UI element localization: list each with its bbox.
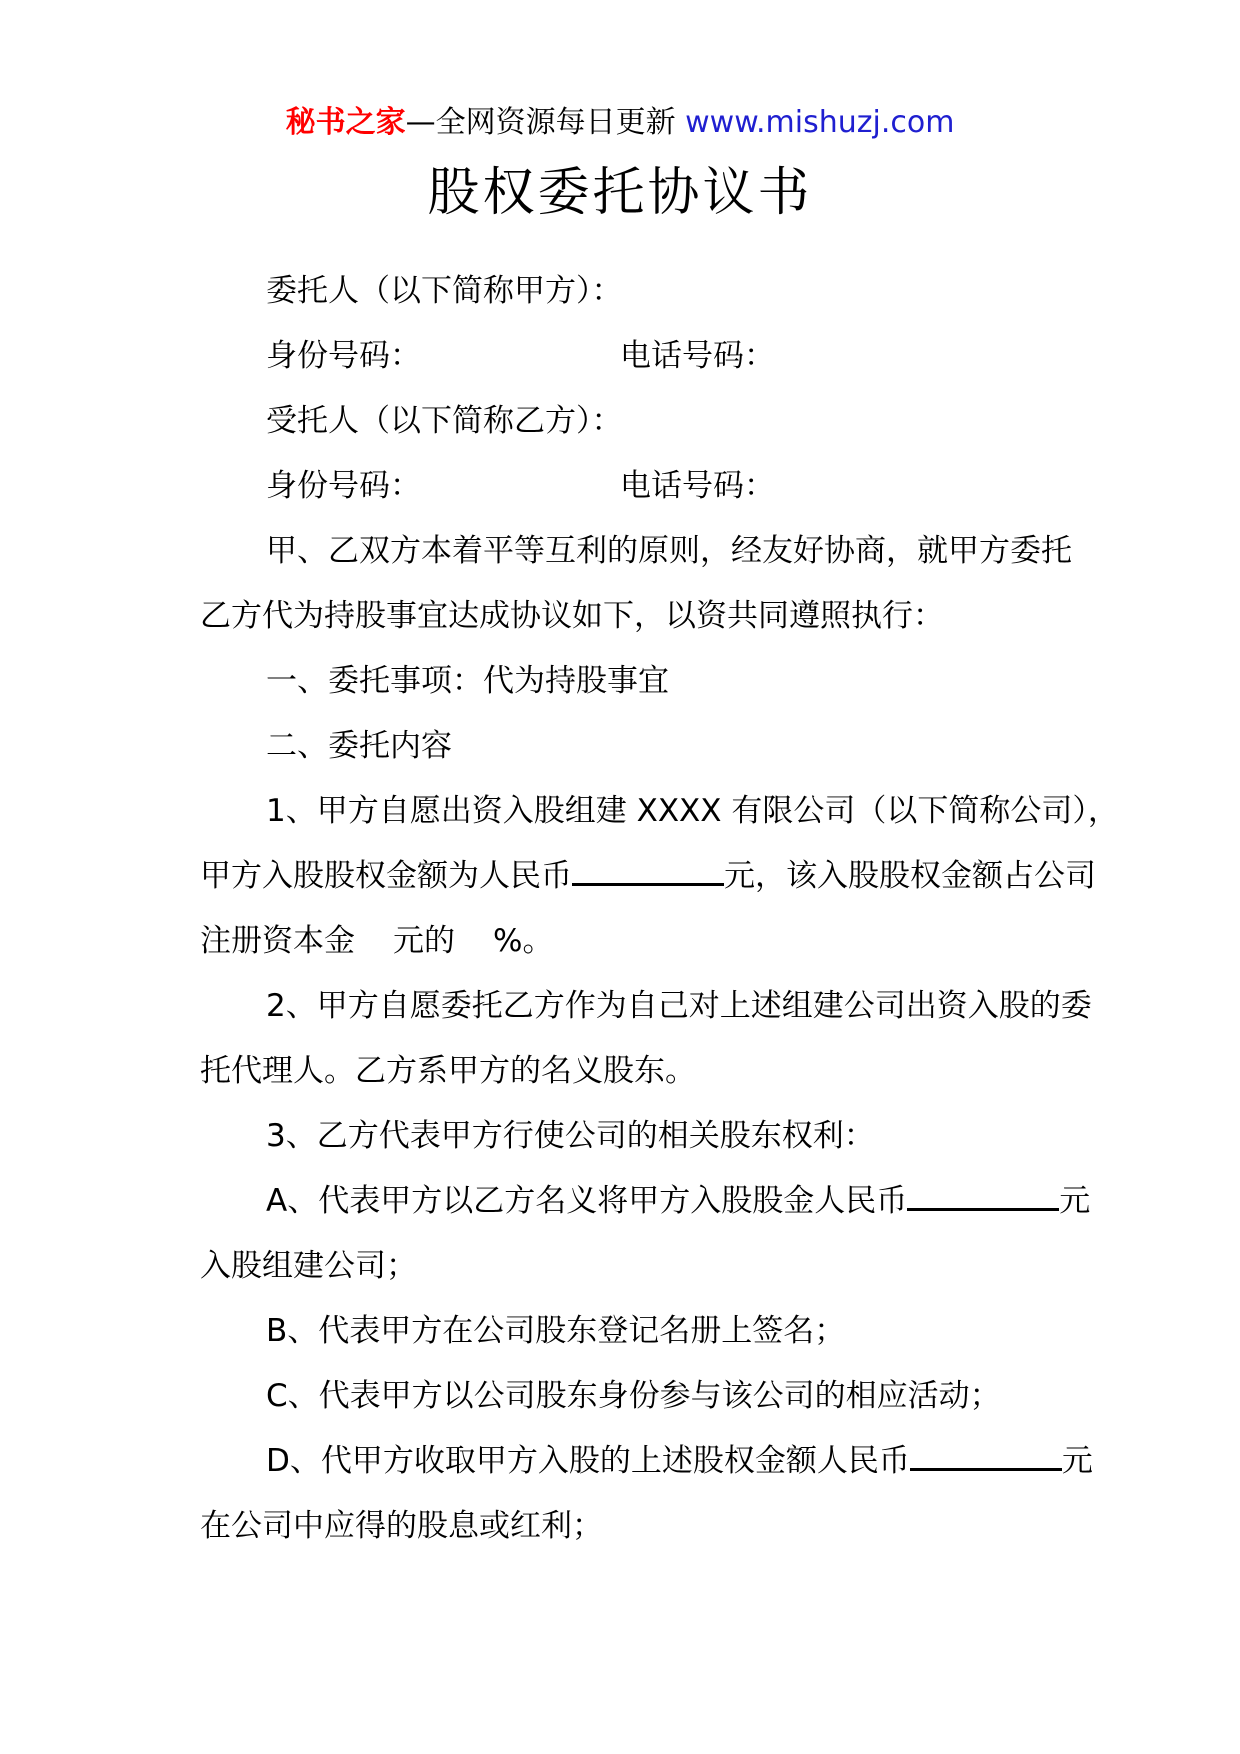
document-title: 股权委托协议书 bbox=[427, 163, 813, 223]
clause-1-amount-label: 甲方入股股权金额为人民币 bbox=[200, 858, 572, 894]
agent-contact-line bbox=[200, 454, 1185, 519]
clause-3a-line-2: 入股组建公司； bbox=[200, 1248, 417, 1284]
header-slogan: —全网资源每日更新 bbox=[405, 105, 676, 140]
capital-unit-text: 元的 bbox=[393, 923, 455, 959]
clause-3a-text: A、代表甲方以乙方名义将甲方入股股金人民币 bbox=[266, 1183, 908, 1219]
clause-3c: C、代表甲方以公司股东身份参与该公司的相应活动； bbox=[266, 1378, 1001, 1414]
clause-3d-line-1 bbox=[200, 1429, 1185, 1494]
clause-3a-blank bbox=[907, 1182, 1059, 1211]
site-url-link[interactable]: www.mishuzj.com bbox=[685, 105, 955, 140]
principal-id-label: 身份号码： bbox=[266, 338, 421, 374]
registered-capital-label: 注册资本金 bbox=[200, 923, 355, 959]
clause-3a-line-1 bbox=[200, 1169, 1185, 1234]
clause-3d-text: D、代甲方收取甲方入股的上述股权金额人民币 bbox=[266, 1443, 910, 1479]
clause-3a-unit: 元 bbox=[1059, 1183, 1091, 1219]
agent-id-label: 身份号码： bbox=[266, 468, 421, 504]
clause-3d-unit: 元 bbox=[1061, 1443, 1093, 1479]
principal-phone-label: 电话号码： bbox=[620, 338, 775, 374]
preamble-line-2: 乙方代为持股事宜达成协议如下，以资共同遵照执行： bbox=[200, 598, 944, 634]
section-1-heading: 一、委托事项：代为持股事宜 bbox=[266, 663, 669, 699]
clause-3b: B、代表甲方在公司股东登记名册上签名； bbox=[266, 1313, 846, 1349]
principal-contact-line bbox=[200, 324, 1185, 389]
percent-text: %。 bbox=[493, 923, 554, 959]
amount-blank bbox=[572, 857, 724, 886]
agent-line: 受托人（以下简称乙方）： bbox=[266, 403, 623, 439]
agent-phone-label: 电话号码： bbox=[620, 468, 775, 504]
brand-name: 秘书之家 bbox=[285, 105, 406, 140]
clause-2-line-2: 托代理人。乙方系甲方的名义股东。 bbox=[200, 1053, 696, 1089]
preamble-line-1: 甲、乙双方本着平等互利的原则，经友好协商，就甲方委托 bbox=[266, 533, 1072, 569]
site-header bbox=[0, 100, 1240, 146]
clause-1-line-1: 1、甲方自愿出资入股组建 XXXX 有限公司（以下简称公司）， bbox=[266, 793, 1119, 829]
clause-1-share-text: 元，该入股股权金额占公司 bbox=[724, 858, 1096, 894]
clause-2-line-1: 2、甲方自愿委托乙方作为自己对上述组建公司出资入股的委 bbox=[266, 988, 1092, 1024]
principal-line: 委托人（以下简称甲方）： bbox=[266, 273, 623, 309]
clause-3-line-1: 3、乙方代表甲方行使公司的相关股东权利： bbox=[266, 1118, 875, 1154]
document-body bbox=[200, 259, 1185, 1559]
section-2-heading: 二、委托内容 bbox=[266, 728, 452, 764]
clause-1-line-3 bbox=[200, 909, 1185, 974]
clause-3d-blank bbox=[910, 1442, 1062, 1471]
clause-3d-line-2: 在公司中应得的股息或红利； bbox=[200, 1508, 603, 1544]
clause-1-line-2 bbox=[200, 844, 1185, 909]
